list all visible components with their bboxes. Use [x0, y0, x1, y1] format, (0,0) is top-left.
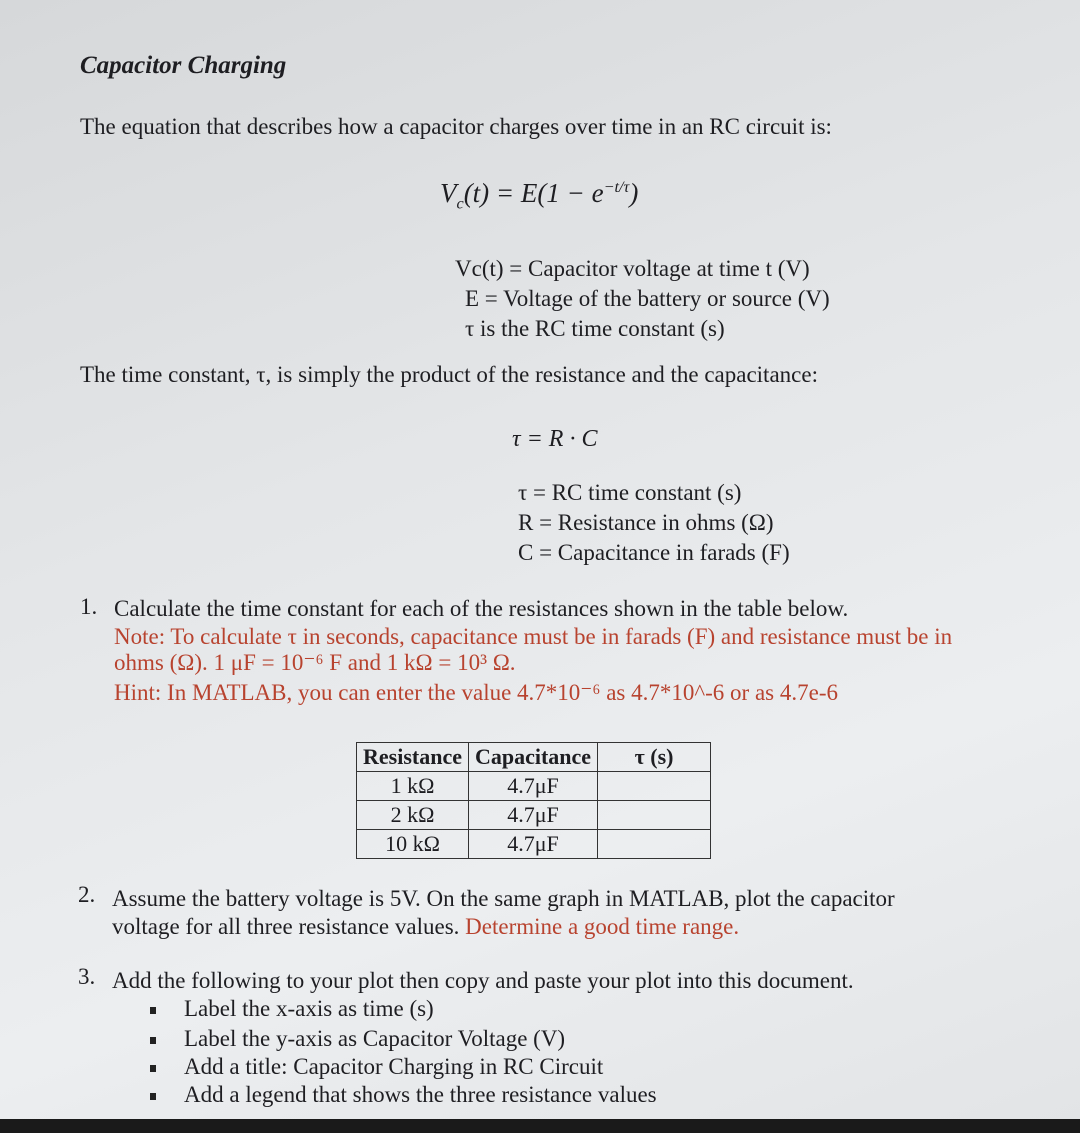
- definition: τ is the RC time constant (s): [465, 316, 725, 341]
- table-row: [357, 830, 711, 859]
- header-tau: τ (s): [598, 743, 711, 772]
- cell-capacitance: 4.7μF: [468, 830, 597, 859]
- bullet-icon: [150, 1093, 156, 1100]
- cell-resistance: 2 kΩ: [357, 801, 469, 830]
- question-number: 2.: [78, 882, 96, 907]
- table-row: [357, 772, 711, 801]
- table-row: [357, 801, 711, 830]
- question-number: 1.: [80, 594, 98, 619]
- question-2-line-2: [112, 914, 739, 940]
- cell-capacitance: 4.7μF: [468, 801, 597, 830]
- bullet-text: Label the y-axis as Capacitor Voltage (V): [184, 1026, 566, 1051]
- cell-tau[interactable]: [598, 772, 711, 801]
- note-line-2: ohms (Ω). 1 μF = 10⁻⁶ F and 1 kΩ = 10³ Ω.: [114, 650, 516, 675]
- eq-exponent: −t/τ: [603, 178, 630, 196]
- bullet-text: Label the x-axis as time (s): [184, 996, 434, 1021]
- bullet-icon: [150, 1065, 156, 1072]
- table-header-row: [357, 743, 711, 772]
- definition: Vc(t) = Capacitor voltage at time t (V): [455, 256, 810, 281]
- eq-close: ): [629, 178, 639, 208]
- bullet-item: [150, 1026, 565, 1052]
- header-capacitance: Capacitance: [468, 743, 597, 772]
- bullet-item: [150, 1054, 603, 1080]
- charging-equation: [440, 178, 638, 213]
- bullet-icon: [150, 1007, 156, 1014]
- cell-tau[interactable]: [598, 830, 711, 859]
- bullet-item: [150, 1082, 657, 1108]
- eq-rest: (t) = E(1 − e: [463, 178, 604, 208]
- definition: τ = RC time constant (s): [518, 480, 742, 505]
- definition: E = Voltage of the battery or source (V): [465, 286, 830, 311]
- definition: R = Resistance in ohms (Ω): [518, 510, 774, 535]
- hint-text: Hint: In MATLAB, you can enter the value 4.7*10⁻⁶ as 4.7*10^-6 or as 4.7e-6: [114, 680, 838, 705]
- section-title: Capacitor Charging: [80, 52, 287, 79]
- cell-tau[interactable]: [598, 801, 711, 830]
- tau-equation: τ = R · C: [512, 426, 598, 452]
- bullet-icon: [150, 1037, 156, 1044]
- bullet-text: Add a legend that shows the three resistance values: [184, 1082, 657, 1107]
- question-3-text: Add the following to your plot then copy and paste your plot into this document.: [112, 968, 854, 993]
- note-line-1: Note: To calculate τ in seconds, capacitance must be in farads (F) and resistance must be in: [114, 624, 953, 649]
- intro-text: The equation that describes how a capacitor charges over time in an RC circuit is:: [80, 114, 832, 139]
- cell-capacitance: 4.7μF: [468, 772, 597, 801]
- eq-lhs: V: [440, 178, 457, 208]
- tau-intro-text: The time constant, τ, is simply the product of the resistance and the capacitance:: [80, 362, 818, 387]
- screen-bezel: [0, 1119, 1080, 1133]
- question-2-line-1: Assume the battery voltage is 5V. On the same graph in MATLAB, plot the capacitor: [112, 886, 895, 911]
- cell-resistance: 1 kΩ: [357, 772, 469, 801]
- question-2-red-text: Determine a good time range.: [465, 914, 740, 939]
- bullet-text: Add a title: Capacitor Charging in RC Circuit: [184, 1054, 604, 1079]
- cell-resistance: 10 kΩ: [357, 830, 469, 859]
- definition: C = Capacitance in farads (F): [518, 540, 790, 565]
- question-number: 3.: [78, 964, 96, 989]
- header-resistance: Resistance: [357, 743, 469, 772]
- question-2-text: voltage for all three resistance values.: [112, 914, 460, 939]
- tau-table: [356, 742, 711, 859]
- bullet-item: [150, 996, 434, 1022]
- question-1-text: Calculate the time constant for each of the resistances shown in the table below.: [114, 596, 849, 621]
- eq-lhs-sub: c: [456, 194, 464, 213]
